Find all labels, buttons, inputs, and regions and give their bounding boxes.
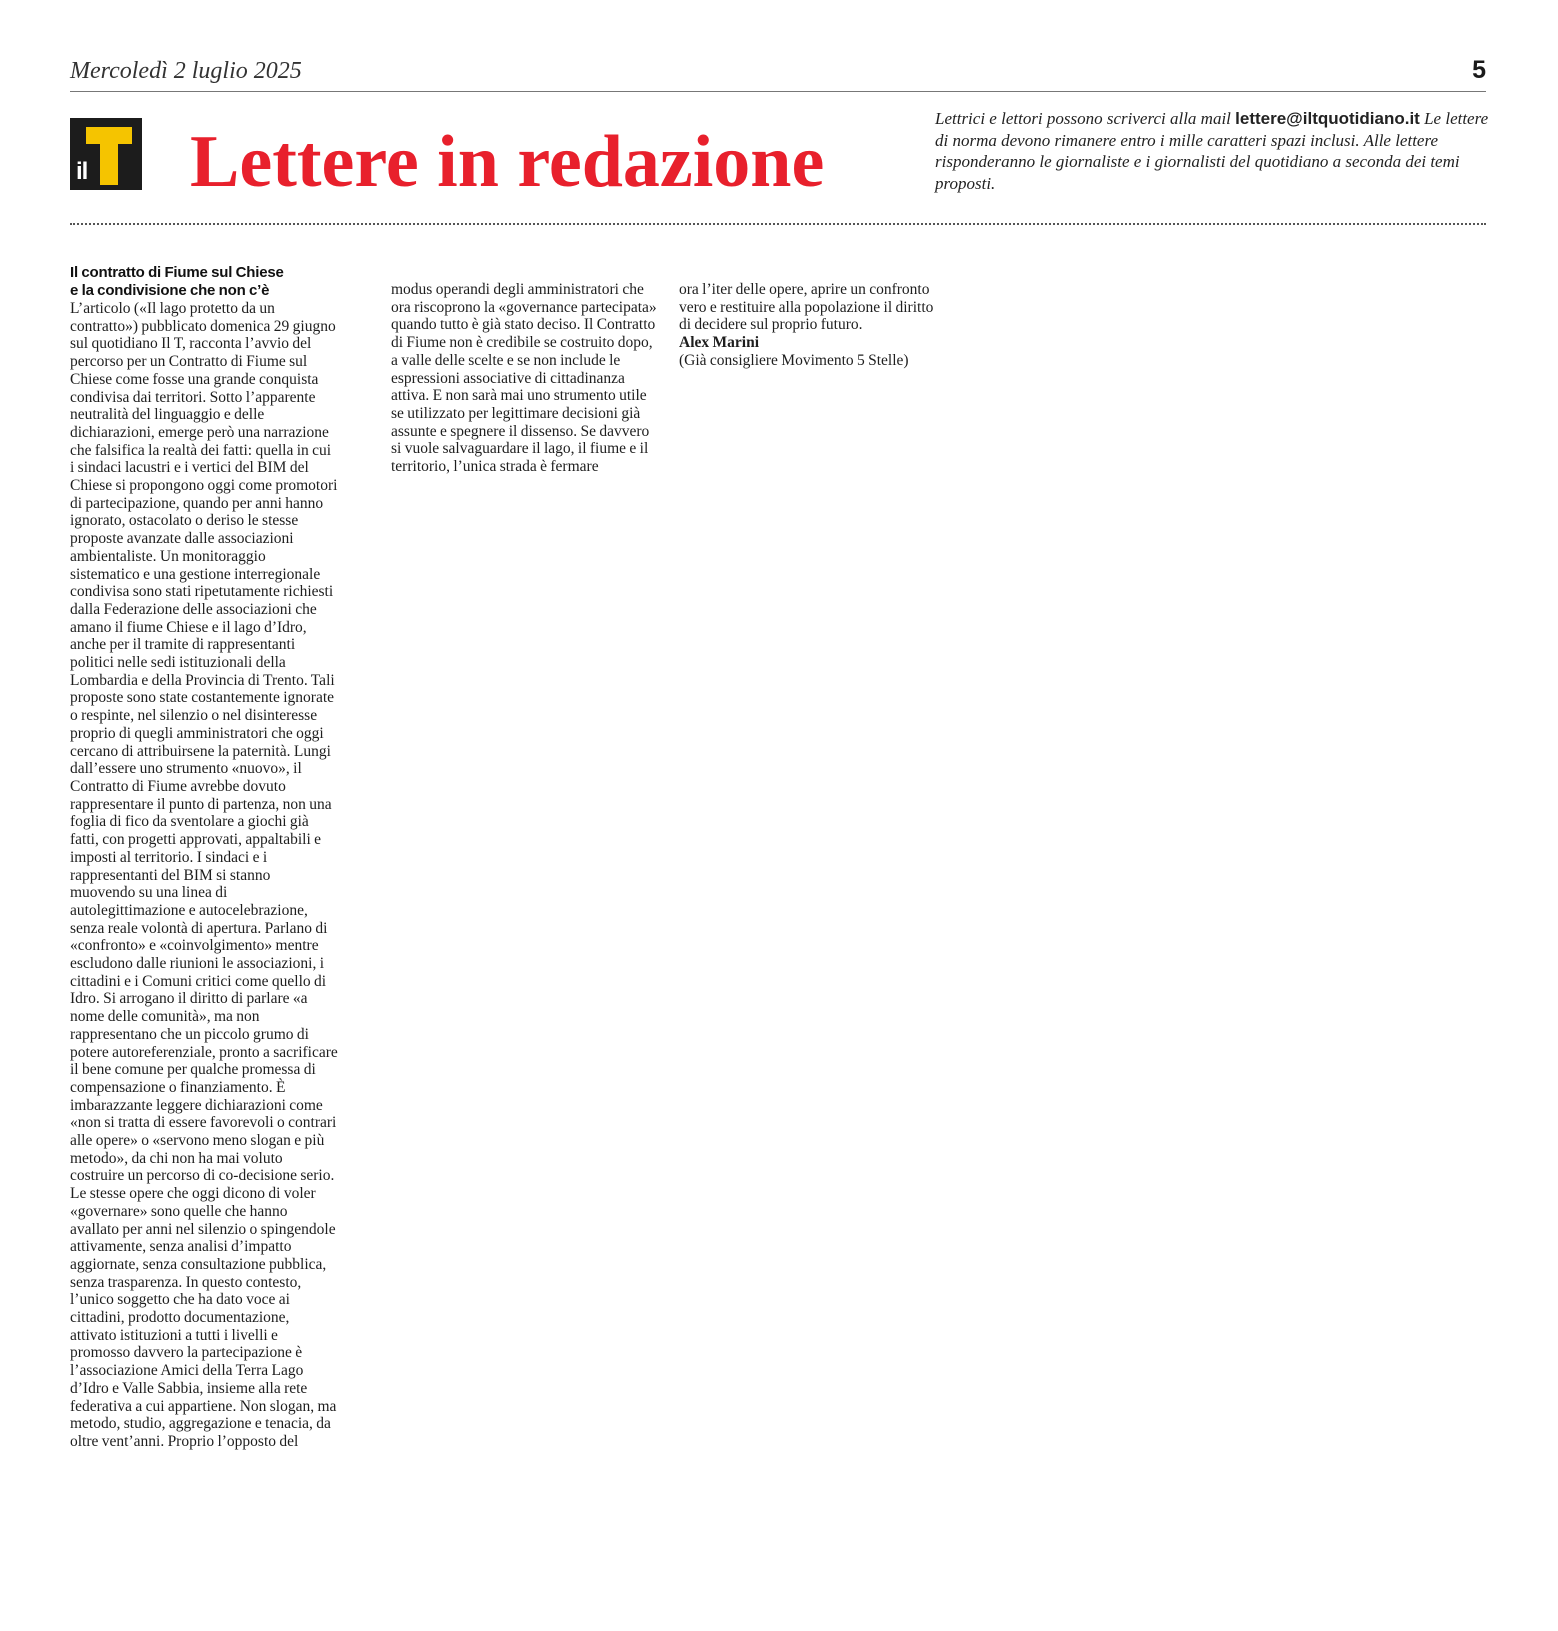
logo-t-stem [100,127,118,185]
letter-body-part-3: ora l’iter delle opere, aprire un confronto vero e restituire alla popolazione il diritto di decidere sul proprio futuro. [679,281,934,334]
letter-headline-line-2: e la condivisione che non c’è [70,282,270,299]
contact-email[interactable]: lettere@iltquotidiano.it [1235,109,1420,128]
letter-affiliation: (Già consigliere Movimento 5 Stelle) [679,351,909,369]
letter-column-2 [391,281,659,476]
letter-body-part-1: L’articolo («Il lago protetto da un contratto») pubblicato domenica 29 giugno sul quotidiano Il T, racconta l’avvio del percorso per un Contratto di Fiume sul Chiese come fosse una grande conquista condivisa dai territori. Sotto l’apparente neutralità del linguaggio e delle dichiarazioni, emerge però una narrazione che falsifica la realtà dei fatti: quella in cui i sindaci lacustri e i vertici del BIM del Chiese si propongono oggi come promotori di partecipazione, quando per anni hanno ignorato, ostacolato o deriso le stesse proposte avanzate dalle associazioni ambientaliste. Un monitoraggio sistematico e una gestione interregionale condivisa sono stati ripetutamente richiesti dalla Federazione delle associazioni che amano il fiume Chiese e il lago d’Idro, anche per il tramite di rappresentanti politici nelle sedi istituzionali della Lombardia e della Provincia di Trento. Tali proposte sono state costantemente ignorate o respinte, nel silenzio o nel disinteresse proprio di quegli amministratori che oggi cercano di attribuirsene la paternità. Lungi dall’essere uno strumento «nuovo», il Contratto di Fiume avrebbe dovuto rappresentare il punto di partenza, non una foglia di fico da sventolare a giochi già fatti, con progetti approvati, appaltabili e imposti al territorio. I sindaci e i rappresentanti del BIM si stanno muovendo su una linea di autolegittimazione e autocelebrazione, senza reale volontà di apertura. Parlano di «confronto» e «coinvolgimento» mentre escludono dalle riunioni le associazioni, i cittadini e i Comuni critici come quello di Idro. Si arrogano il diritto di parlare «a nome delle comunità», ma non rappresentano che un piccolo grumo di potere autoreferenziale, pronto a sacrificare il bene comune per qualche promessa di compensazione o finanziamento. È imbarazzante leggere dichiarazioni come «non si tratta di essere favorevoli o contrari alle opere» o «servono meno slogan e più metodo», da chi non ha mai voluto costruire un percorso di co-decisione serio. Le stesse opere che oggi dicono di voler «governare» sono quelle che hanno avallato per anni nel silenzio o spingendole attivamente, senza analisi d’impatto aggiornate, senza consultazione pubblica, senza trasparenza. In questo contesto, l’unico soggetto che ha dato voce ai cittadini, prodotto documentazione, attivato istituzioni a tutti i livelli e promosso davvero la partecipazione è l’associazione Amici della Terra Lago d’Idro e Valle Sabbia, insieme alla rete federativa a cui appartiene. Non slogan, ma metodo, studio, aggregazione e tenacia, da oltre vent’anni. Proprio l’opposto del [70,300,338,1450]
section-divider [70,223,1486,225]
info-intro: Lettrici e lettori possono scriverci alla mail [935,109,1236,128]
page-number: 5 [1472,56,1486,84]
submission-info [935,108,1495,194]
newspaper-logo [70,118,142,190]
info-rules: Le lettere di norma devono rimanere entro i mille caratteri spazi inclusi. Alle lettere risponderanno le giornaliste e i giornalisti del quotidiano a seconda dei temi proposti. [935,109,1489,193]
letter-body-part-2: modus operandi degli amministratori che ora riscoprono la «governance partecipata» quando tutto è già stato deciso. Il Contratto di Fiume non è credibile se costruito dopo, a valle delle scelte e se non include le espressioni associative di cittadinanza attiva. E non sarà mai uno strumento utile se utilizzato per legittimare decisioni già assunte e spegnere il dissenso. Se davvero si vuole salvaguardare il lago, il fiume e il territorio, l’unica strada è fermare [391,281,657,476]
issue-date: Mercoledì 2 luglio 2025 [70,58,302,84]
letter-column-3 [679,281,947,370]
letter-headline-line-1: Il contratto di Fiume sul Chiese [70,264,284,281]
section-title: Lettere in redazione [190,121,825,203]
header-divider [70,91,1486,92]
letter-column-1 [70,264,338,1451]
logo-letters: il [76,158,88,185]
letter-signature: Alex Marini [679,334,759,352]
